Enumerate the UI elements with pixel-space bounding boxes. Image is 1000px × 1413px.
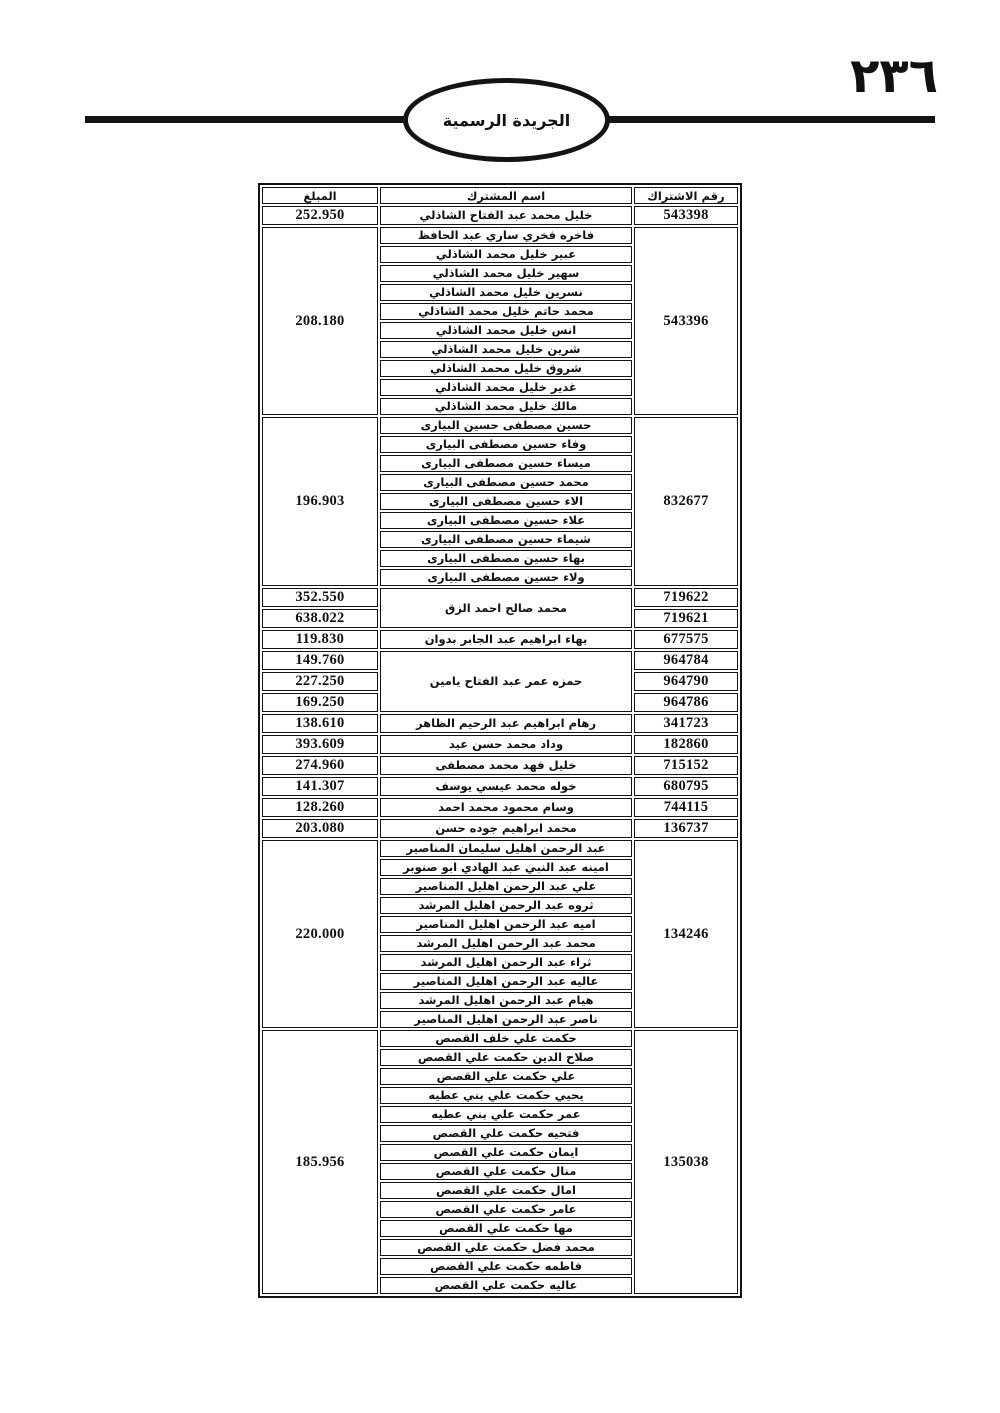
- subscriber-name-cell: ايمان حكمت علي القصص: [380, 1144, 632, 1161]
- subscription-number-cell: 543396: [634, 227, 738, 415]
- column-header-amount: المبلغ: [262, 187, 378, 204]
- amount-cell: 220.000: [262, 840, 378, 1028]
- subscriber-name-cell: رهام ابراهيم عبد الرحيم الظاهر: [380, 714, 632, 733]
- subscriber-name-cell: سهير خليل محمد الشاذلي: [380, 265, 632, 282]
- subscriber-name-cell: خوله محمد عيسي يوسف: [380, 777, 632, 796]
- amount-cell: 203.080: [262, 819, 378, 838]
- table-row: [262, 777, 738, 796]
- table-row: [262, 227, 738, 244]
- amount-cell: 638.022: [262, 609, 378, 628]
- subscriber-name-cell: بهاء ابراهيم عبد الجابر بدوان: [380, 630, 632, 649]
- subscriber-name-cell: محمد عبد الرحمن اهليل المرشد: [380, 935, 632, 952]
- subscriber-name-cell: ثروه عبد الرحمن اهليل المرشد: [380, 897, 632, 914]
- subscriber-name-cell: وفاء حسين مصطفى البيارى: [380, 436, 632, 453]
- subscriber-name-cell: عمر حكمت علي بني عطيه: [380, 1106, 632, 1123]
- subscriber-name-cell: عاليه عبد الرحمن اهليل المناصير: [380, 973, 632, 990]
- subscriber-name-cell: علي عبد الرحمن اهليل المناصير: [380, 878, 632, 895]
- subscription-number-cell: 136737: [634, 819, 738, 838]
- subscriber-name-cell: محمد حسين مصطفى البيارى: [380, 474, 632, 491]
- amount-cell: 393.609: [262, 735, 378, 754]
- subscription-number-cell: 832677: [634, 417, 738, 586]
- amount-cell: 208.180: [262, 227, 378, 415]
- table-row: [262, 756, 738, 775]
- subscriber-name-cell: عامر حكمت علي القصص: [380, 1201, 632, 1218]
- subscription-number-cell: 135038: [634, 1030, 738, 1294]
- table-row: [262, 798, 738, 817]
- subscriber-name-cell: حكمت علي خلف القصص: [380, 1030, 632, 1047]
- subscriber-name-cell: عبد الرحمن اهليل سليمان المناصير: [380, 840, 632, 857]
- subscriber-name-cell: انس خليل محمد الشاذلي: [380, 322, 632, 339]
- table-row: [262, 714, 738, 733]
- subscriber-name-cell: شرين خليل محمد الشاذلي: [380, 341, 632, 358]
- subscription-number-cell: 677575: [634, 630, 738, 649]
- amount-cell: 119.830: [262, 630, 378, 649]
- subscription-number-cell: 719622: [634, 588, 738, 607]
- subscriber-name-cell: عاليه حكمت علي القصص: [380, 1277, 632, 1294]
- subscriber-name-cell: يحيي حكمت علي بني عطيه: [380, 1087, 632, 1104]
- amount-cell: 149.760: [262, 651, 378, 670]
- column-header-subscription-number: رقم الاشتراك: [634, 187, 738, 204]
- subscription-number-cell: 964786: [634, 693, 738, 712]
- subscriber-name-cell: ناصر عبد الرحمن اهليل المناصير: [380, 1011, 632, 1028]
- subscriber-name-cell: مها حكمت علي القصص: [380, 1220, 632, 1237]
- subscriber-name-cell: محمد حاتم خليل محمد الشاذلي: [380, 303, 632, 320]
- table-row: [262, 630, 738, 649]
- subscriber-name-cell: محمد فضل حكمت علي القصص: [380, 1239, 632, 1256]
- table-header-row: [262, 187, 738, 204]
- subscriber-name-cell: فاخره فخري ساري عبد الحافظ: [380, 227, 632, 244]
- subscription-number-cell: 341723: [634, 714, 738, 733]
- subscription-number-cell: 134246: [634, 840, 738, 1028]
- amount-cell: 128.260: [262, 798, 378, 817]
- subscribers-table: [258, 183, 742, 1298]
- subscriber-name-cell: بهاء حسين مصطفى البيارى: [380, 550, 632, 567]
- table-row: [262, 206, 738, 225]
- subscription-number-cell: 680795: [634, 777, 738, 796]
- subscriber-name-cell: خليل محمد عبد الفتاح الشاذلي: [380, 206, 632, 225]
- subscriber-name-cell: فتحيه حكمت علي القصص: [380, 1125, 632, 1142]
- subscription-number-cell: 744115: [634, 798, 738, 817]
- subscriber-name-cell: امال حكمت علي القصص: [380, 1182, 632, 1199]
- subscriber-name-cell: عبير خليل محمد الشاذلي: [380, 246, 632, 263]
- subscription-number-cell: 964790: [634, 672, 738, 691]
- table-row: [262, 588, 738, 607]
- table-row: [262, 840, 738, 857]
- subscriber-name-cell: فاطمه حكمت علي القصص: [380, 1258, 632, 1275]
- subscriber-name-cell: الاء حسين مصطفى البيارى: [380, 493, 632, 510]
- subscriber-name-cell: شيماء حسين مصطفى البيارى: [380, 531, 632, 548]
- subscriber-name-cell: ولاء حسين مصطفى البيارى: [380, 569, 632, 586]
- subscriber-name-cell: نسرين خليل محمد الشاذلي: [380, 284, 632, 301]
- subscriber-name-cell: علاء حسين مصطفى البيارى: [380, 512, 632, 529]
- subscriber-name-cell: ثراء عبد الرحمن اهليل المرشد: [380, 954, 632, 971]
- subscriber-name-cell: حسين مصطفى حسين البيارى: [380, 417, 632, 434]
- gazette-banner: [403, 78, 610, 162]
- amount-cell: 227.250: [262, 672, 378, 691]
- subscriber-name-cell: شروق خليل محمد الشاذلي: [380, 360, 632, 377]
- subscriber-name-cell: محمد ابراهيم جوده حسن: [380, 819, 632, 838]
- subscription-number-cell: 715152: [634, 756, 738, 775]
- subscriber-name-cell: ميساء حسين مصطفى البيارى: [380, 455, 632, 472]
- subscriber-name-cell: علي حكمت علي القصص: [380, 1068, 632, 1085]
- amount-cell: 274.960: [262, 756, 378, 775]
- table-row: [262, 651, 738, 670]
- subscriber-name-cell: محمد صالح احمد الزق: [380, 588, 632, 628]
- subscription-number-cell: 182860: [634, 735, 738, 754]
- subscriber-name-cell: حمزه عمر عبد الفتاح يامين: [380, 651, 632, 712]
- subscribers-table-container: [258, 183, 742, 1298]
- table-body: [262, 206, 738, 1294]
- column-header-subscriber-name: اسم المشترك: [380, 187, 632, 204]
- amount-cell: 141.307: [262, 777, 378, 796]
- subscription-number-cell: 543398: [634, 206, 738, 225]
- subscriber-name-cell: صلاح الدين حكمت علي القصص: [380, 1049, 632, 1066]
- subscriber-name-cell: وداد محمد حسن عيد: [380, 735, 632, 754]
- page-number: ٢٣٦: [850, 48, 938, 104]
- subscriber-name-cell: غدير خليل محمد الشاذلي: [380, 379, 632, 396]
- amount-cell: 352.550: [262, 588, 378, 607]
- table-row: [262, 735, 738, 754]
- subscriber-name-cell: اميه عبد الرحمن اهليل المناصير: [380, 916, 632, 933]
- subscriber-name-cell: مالك خليل محمد الشاذلي: [380, 398, 632, 415]
- subscriber-name-cell: امينه عبد النبي عبد الهادي ابو صنوبر: [380, 859, 632, 876]
- amount-cell: 138.610: [262, 714, 378, 733]
- table-row: [262, 819, 738, 838]
- amount-cell: 196.903: [262, 417, 378, 586]
- subscriber-name-cell: خليل فهد محمد مصطفى: [380, 756, 632, 775]
- amount-cell: 185.956: [262, 1030, 378, 1294]
- subscription-number-cell: 719621: [634, 609, 738, 628]
- table-row: [262, 1030, 738, 1047]
- amount-cell: 169.250: [262, 693, 378, 712]
- table-row: [262, 417, 738, 434]
- subscriber-name-cell: وسام محمود محمد احمد: [380, 798, 632, 817]
- subscriber-name-cell: منال حكمت علي القصص: [380, 1163, 632, 1180]
- gazette-banner-title: الجريدة الرسمية: [442, 110, 571, 130]
- amount-cell: 252.950: [262, 206, 378, 225]
- subscriber-name-cell: هيام عبد الرحمن اهليل المرشد: [380, 992, 632, 1009]
- subscription-number-cell: 964784: [634, 651, 738, 670]
